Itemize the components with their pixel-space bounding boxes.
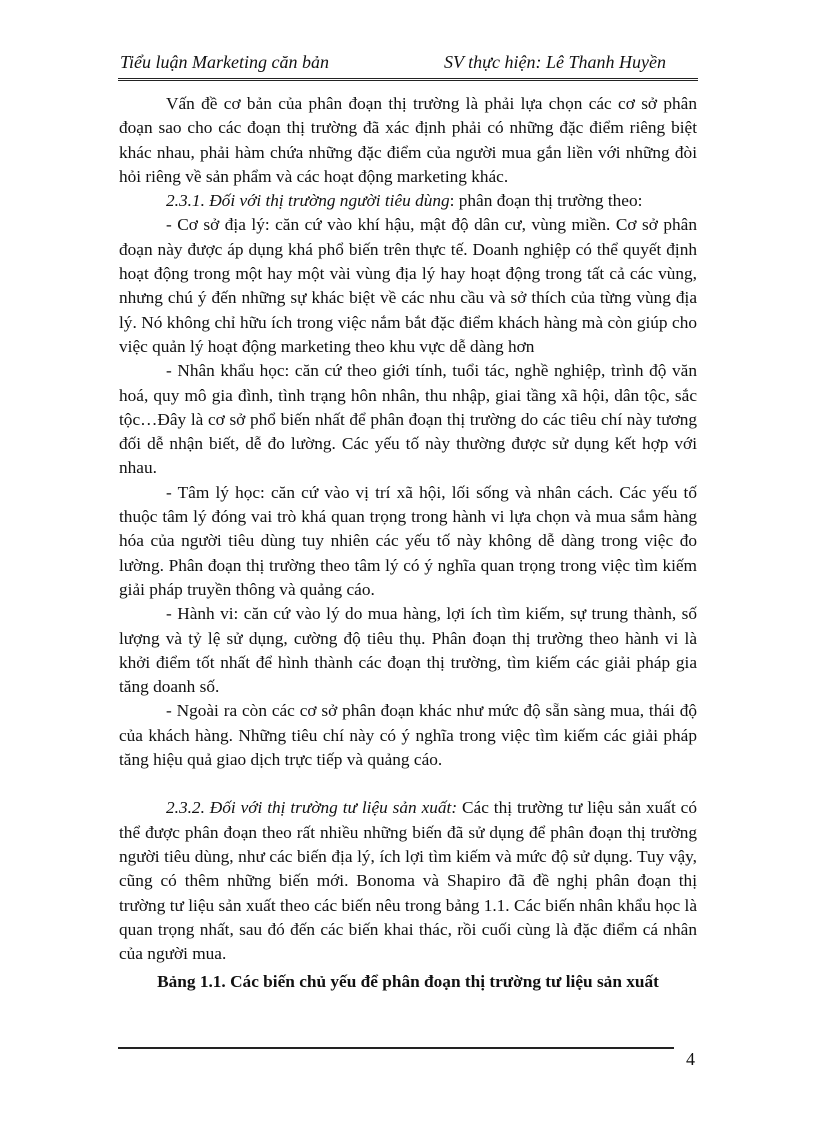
section-2-3-1-title: 2.3.1. Đối với thị trường người tiêu dùng	[166, 191, 450, 211]
section-2-3-1-lead: : phân đoạn thị trường theo:	[449, 191, 643, 211]
paragraph-other-bases: - Ngoài ra còn các cơ sở phân đoạn khác như mức độ sẵn sàng mua, thái độ của khách hàng. Những tiêu chí này có ý nghĩa trong việc tìm kiếm các giải pháp tăng hiệu quả giao dịch trực tiếp và quảng cáo.	[119, 701, 697, 770]
paragraph-geography: - Cơ sở địa lý: căn cứ vào khí hậu, mật độ dân cư, vùng miền. Cơ sở phân đoạn này được áp dụng khá phổ biến trên thực tế. Doanh nghiệp có thể quyết định hoạt động trong một hay một vài vùng địa lý hay hoạt động trong tất cả các vùng, nhưng chú ý đến những sự khác biệt về các nhu cầu và sở thích của từng vùng địa lý. Nó không chỉ hữu ích trong việc nắm bắt đặc điểm khách hàng mà còn giúp cho việc quản lý hoạt động marketing theo khu vực dễ dàng hơn	[119, 215, 697, 356]
footer-divider	[118, 1047, 674, 1049]
section-2-3-1-heading	[119, 189, 697, 213]
paragraph-psychology: - Tâm lý học: căn cứ vào vị trí xã hội, lối sống và nhân cách. Các yếu tố thuộc tâm lý đóng vai trò khá quan trọng trong hành vi lựa chọn và mua sắm hàng hóa của người tiêu dùng tuy nhiên các yếu tố này không dễ dàng trong việc đo lường. Phân đoạn thị trường theo tâm lý có ý nghĩa quan trọng trong việc tìm kiếm giải pháp truyền thông và quảng cáo.	[119, 482, 697, 599]
table-caption: Bảng 1.1. Các biến chủ yếu để phân đoạn thị trường tư liệu sản xuất	[157, 972, 659, 991]
header-document-title: Tiểu luận Marketing căn bản	[120, 52, 329, 72]
paragraph-intro: Vấn đề cơ bản của phân đoạn thị trường là phải lựa chọn các cơ sở phân đoạn sao cho các đoạn thị trường đã xác định phải có những đặc điểm riêng biệt khác nhau, phải hàm chứa những đặc điểm của người mua gắn liền với những đòi hỏi riêng về sản phẩm và các hoạt động marketing khác.	[119, 94, 697, 186]
page-number: 4	[686, 1049, 695, 1069]
header-author: SV thực hiện: Lê Thanh Huyền	[444, 52, 666, 72]
section-2-3-2-paragraph	[119, 796, 697, 966]
section-2-3-2-title: 2.3.2. Đối với thị trường tư liệu sản xuất:	[166, 798, 458, 818]
section-2-3-2-text: Các thị trường tư liệu sản xuất có thể được phân đoạn theo rất nhiều những biến đã sử dụng để phân đoạn thị trường người tiêu dùng, như các biến địa lý, ích lợi tìm kiếm và mức độ sử dụng. Tuy vậy, cũng có thêm những biến mới. Bonoma và Shapiro đã đề nghị phân đoạn thị trường tư liệu sản xuất theo các biến nêu trong bảng 1.1. Các biến nhân khẩu học là quan trọng nhất, sau đó đến các biến khai thác, rồi cuối cùng là đặc điểm cá nhân của người mua.	[119, 798, 697, 964]
page-header	[118, 50, 698, 81]
document-body	[119, 92, 697, 966]
paragraph-behavior: - Hành vi: căn cứ vào lý do mua hàng, lợi ích tìm kiếm, sự trung thành, số lượng và tỷ lệ sử dụng, cường độ tiêu thụ. Phân đoạn thị trường theo hành vi là khởi điểm tốt nhất để hình thành các đoạn thị trường, tìm kiếm các giải pháp gia tăng doanh số.	[119, 604, 697, 697]
paragraph-demographics: - Nhân khẩu học: căn cứ theo giới tính, tuổi tác, nghề nghiệp, trình độ văn hoá, quy mô gia đình, tình trạng hôn nhân, thu nhập, giai tầng xã hội, dân tộc, sắc tộc…Đây là cơ sở phổ biến nhất để phân đoạn thị trường do các tiêu chí này tương đối dễ nhận biết, dễ đo lường. Các yếu tố này thường được sử dụng kết hợp với nhau.	[119, 361, 697, 478]
